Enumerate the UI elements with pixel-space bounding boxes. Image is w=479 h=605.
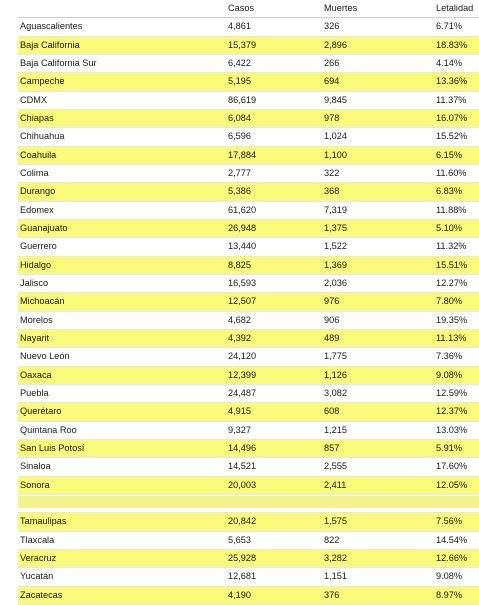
cell-deaths: 1,775 bbox=[322, 348, 434, 366]
cell-deaths: 489 bbox=[322, 329, 434, 347]
table-row bbox=[18, 549, 479, 567]
cell-deaths: 1,100 bbox=[322, 146, 434, 164]
table-row bbox=[18, 201, 479, 219]
cell-deaths: 976 bbox=[322, 293, 434, 311]
cell-deaths: 3,282 bbox=[322, 549, 434, 567]
table-row bbox=[18, 183, 479, 201]
header-state bbox=[18, 0, 226, 18]
table-row bbox=[18, 73, 479, 91]
cell-lethality: 15.52% bbox=[434, 128, 479, 146]
cell-state: Quintana Roo bbox=[18, 421, 226, 439]
cell-state: Nuevo León bbox=[18, 348, 226, 366]
cell-cases: 6,422 bbox=[226, 54, 322, 72]
cell-cases: 12,681 bbox=[226, 568, 322, 586]
cell-deaths: 326 bbox=[322, 18, 434, 36]
cell-cases: 24,487 bbox=[226, 384, 322, 402]
table-row bbox=[18, 531, 479, 549]
cell-cases: 4,682 bbox=[226, 311, 322, 329]
cell-cases: 24,120 bbox=[226, 348, 322, 366]
table-row bbox=[18, 439, 479, 457]
cell-cases: 17,884 bbox=[226, 146, 322, 164]
cell-deaths: 368 bbox=[322, 183, 434, 201]
cell-cases: 4,190 bbox=[226, 586, 322, 604]
cell-lethality: 12.59% bbox=[434, 384, 479, 402]
cell-cases: 14,521 bbox=[226, 458, 322, 476]
table-row bbox=[18, 18, 479, 36]
cell-deaths: 9,845 bbox=[322, 91, 434, 109]
table-row bbox=[18, 256, 479, 274]
cell-state: Morelos bbox=[18, 311, 226, 329]
cell-state: CDMX bbox=[18, 91, 226, 109]
cell-state: Michoacán bbox=[18, 293, 226, 311]
cell-state: Colima bbox=[18, 164, 226, 182]
cell-state: Jalisco bbox=[18, 274, 226, 292]
cell-state: Chiapas bbox=[18, 109, 226, 127]
cell-state: Querétaro bbox=[18, 403, 226, 421]
cell-state: Tamaulipas bbox=[18, 513, 226, 531]
cell-state: Sonora bbox=[18, 476, 226, 494]
table-container bbox=[18, 0, 479, 605]
cell-lethality: 12.66% bbox=[434, 549, 479, 567]
cell-lethality: 9.08% bbox=[434, 366, 479, 384]
cell-lethality: 15.51% bbox=[434, 256, 479, 274]
cell-lethality: 16.07% bbox=[434, 109, 479, 127]
cell-cases: 14,496 bbox=[226, 439, 322, 457]
cell-lethality: 8.97% bbox=[434, 586, 479, 604]
table-row bbox=[18, 403, 479, 421]
cell-lethality: 11.32% bbox=[434, 238, 479, 256]
table-row bbox=[18, 348, 479, 366]
cell-cases: 26,948 bbox=[226, 219, 322, 237]
cell-cases: 61,620 bbox=[226, 201, 322, 219]
cell-lethality: 11.37% bbox=[434, 91, 479, 109]
table-row bbox=[18, 36, 479, 54]
cell-lethality: 12.37% bbox=[434, 403, 479, 421]
cell-cases: 4,861 bbox=[226, 18, 322, 36]
cell-lethality: 19.35% bbox=[434, 311, 479, 329]
cell-deaths: 7,319 bbox=[322, 201, 434, 219]
cell-deaths: 857 bbox=[322, 439, 434, 457]
table-row bbox=[18, 458, 479, 476]
table-row bbox=[18, 366, 479, 384]
cell-deaths: 906 bbox=[322, 311, 434, 329]
table-row bbox=[18, 311, 479, 329]
table-row bbox=[18, 219, 479, 237]
cell-deaths: 2,036 bbox=[322, 274, 434, 292]
header-cases: Casos bbox=[226, 0, 322, 18]
header-deaths: Muertes bbox=[322, 0, 434, 18]
cell-state: Edomex bbox=[18, 201, 226, 219]
table-row bbox=[18, 54, 479, 72]
cell-state: Oaxaca bbox=[18, 366, 226, 384]
cell-state: Coahuila bbox=[18, 146, 226, 164]
cell-cases: 20,842 bbox=[226, 513, 322, 531]
cell-state: Campeche bbox=[18, 73, 226, 91]
table-row bbox=[18, 109, 479, 127]
cell-state: Puebla bbox=[18, 384, 226, 402]
cell-lethality: 7.56% bbox=[434, 513, 479, 531]
table-row bbox=[18, 513, 479, 531]
cell-lethality: 5.91% bbox=[434, 439, 479, 457]
cell-cases: 5,386 bbox=[226, 183, 322, 201]
table-row bbox=[18, 164, 479, 182]
table-row bbox=[18, 329, 479, 347]
cell-cases: 6,084 bbox=[226, 109, 322, 127]
cell-deaths: 1,575 bbox=[322, 513, 434, 531]
cell-state: Nayarit bbox=[18, 329, 226, 347]
cell-lethality: 5.10% bbox=[434, 219, 479, 237]
cell-cases: 13,440 bbox=[226, 238, 322, 256]
table-row bbox=[18, 238, 479, 256]
cell-state: Aguascalientes bbox=[18, 18, 226, 36]
cell-lethality: 4.14% bbox=[434, 54, 479, 72]
cell-deaths: 1,215 bbox=[322, 421, 434, 439]
cell-cases: 15,379 bbox=[226, 36, 322, 54]
cell-lethality: 14.54% bbox=[434, 531, 479, 549]
cell-state: Guerrero bbox=[18, 238, 226, 256]
cell-lethality: 11.88% bbox=[434, 201, 479, 219]
cell-cases: 2,777 bbox=[226, 164, 322, 182]
cell-deaths: 3,082 bbox=[322, 384, 434, 402]
cell-deaths: 1,369 bbox=[322, 256, 434, 274]
cell-lethality: 11.13% bbox=[434, 329, 479, 347]
cell-deaths: 2,555 bbox=[322, 458, 434, 476]
cell-state: Veracruz bbox=[18, 549, 226, 567]
cell-cases: 9,327 bbox=[226, 421, 322, 439]
cell-lethality: 17.60% bbox=[434, 458, 479, 476]
table-row bbox=[18, 384, 479, 402]
cell-deaths: 608 bbox=[322, 403, 434, 421]
cell-lethality: 13.36% bbox=[434, 73, 479, 91]
table-row bbox=[18, 476, 479, 494]
cell-lethality: 7.80% bbox=[434, 293, 479, 311]
table-row bbox=[18, 128, 479, 146]
cell-deaths: 694 bbox=[322, 73, 434, 91]
cell-cases: 5,653 bbox=[226, 531, 322, 549]
cell-deaths: 1,522 bbox=[322, 238, 434, 256]
cell-deaths: 376 bbox=[322, 586, 434, 604]
table-body bbox=[18, 18, 479, 605]
cell-lethality: 12.05% bbox=[434, 476, 479, 494]
cell-state: Chihuahua bbox=[18, 128, 226, 146]
cell-cases: 4,915 bbox=[226, 403, 322, 421]
cell-deaths: 822 bbox=[322, 531, 434, 549]
cell-state: Durango bbox=[18, 183, 226, 201]
cell-cases: 6,596 bbox=[226, 128, 322, 146]
cell-deaths: 322 bbox=[322, 164, 434, 182]
cell-state: San Luis Potosí bbox=[18, 439, 226, 457]
cell-lethality: 11.60% bbox=[434, 164, 479, 182]
cell-cases: 8,825 bbox=[226, 256, 322, 274]
cell-state: Yucatán bbox=[18, 568, 226, 586]
cell-deaths: 1,375 bbox=[322, 219, 434, 237]
cell-cases: 86,619 bbox=[226, 91, 322, 109]
cell-state: Guanajuato bbox=[18, 219, 226, 237]
table-row bbox=[18, 146, 479, 164]
table-row bbox=[18, 91, 479, 109]
cell-state: Tlaxcala bbox=[18, 531, 226, 549]
header-row bbox=[18, 0, 479, 18]
cell-deaths: 1,151 bbox=[322, 568, 434, 586]
cell-lethality: 12.27% bbox=[434, 274, 479, 292]
cell-state: Baja California Sur bbox=[18, 54, 226, 72]
cell-deaths: 2,411 bbox=[322, 476, 434, 494]
table-row bbox=[18, 274, 479, 292]
cell-lethality: 6.71% bbox=[434, 18, 479, 36]
cell-cases: 5,195 bbox=[226, 73, 322, 91]
cell-deaths: 266 bbox=[322, 54, 434, 72]
cell-deaths: 1,024 bbox=[322, 128, 434, 146]
cell-lethality: 6.15% bbox=[434, 146, 479, 164]
cell-deaths: 1,126 bbox=[322, 366, 434, 384]
cell-cases: 12,507 bbox=[226, 293, 322, 311]
table-row bbox=[18, 586, 479, 604]
cell-state: Hidalgo bbox=[18, 256, 226, 274]
cell-cases: 4,392 bbox=[226, 329, 322, 347]
cell-lethality: 7.36% bbox=[434, 348, 479, 366]
table-row bbox=[18, 293, 479, 311]
header-lethality: Letalidad bbox=[434, 0, 479, 18]
cell-deaths: 2,896 bbox=[322, 36, 434, 54]
cell-state: Sinaloa bbox=[18, 458, 226, 476]
cell-cases: 20,003 bbox=[226, 476, 322, 494]
cell-cases: 12,399 bbox=[226, 366, 322, 384]
table-row bbox=[18, 568, 479, 586]
bottom-stripe bbox=[18, 496, 479, 508]
cell-lethality: 6.83% bbox=[434, 183, 479, 201]
cell-lethality: 9.08% bbox=[434, 568, 479, 586]
cell-lethality: 18.83% bbox=[434, 36, 479, 54]
cell-deaths: 978 bbox=[322, 109, 434, 127]
cell-state: Zacatecas bbox=[18, 586, 226, 604]
cell-cases: 16,593 bbox=[226, 274, 322, 292]
cell-lethality: 13.03% bbox=[434, 421, 479, 439]
table-row bbox=[18, 421, 479, 439]
cell-cases: 25,928 bbox=[226, 549, 322, 567]
cell-state: Baja California bbox=[18, 36, 226, 54]
state-covid-table bbox=[18, 0, 479, 605]
